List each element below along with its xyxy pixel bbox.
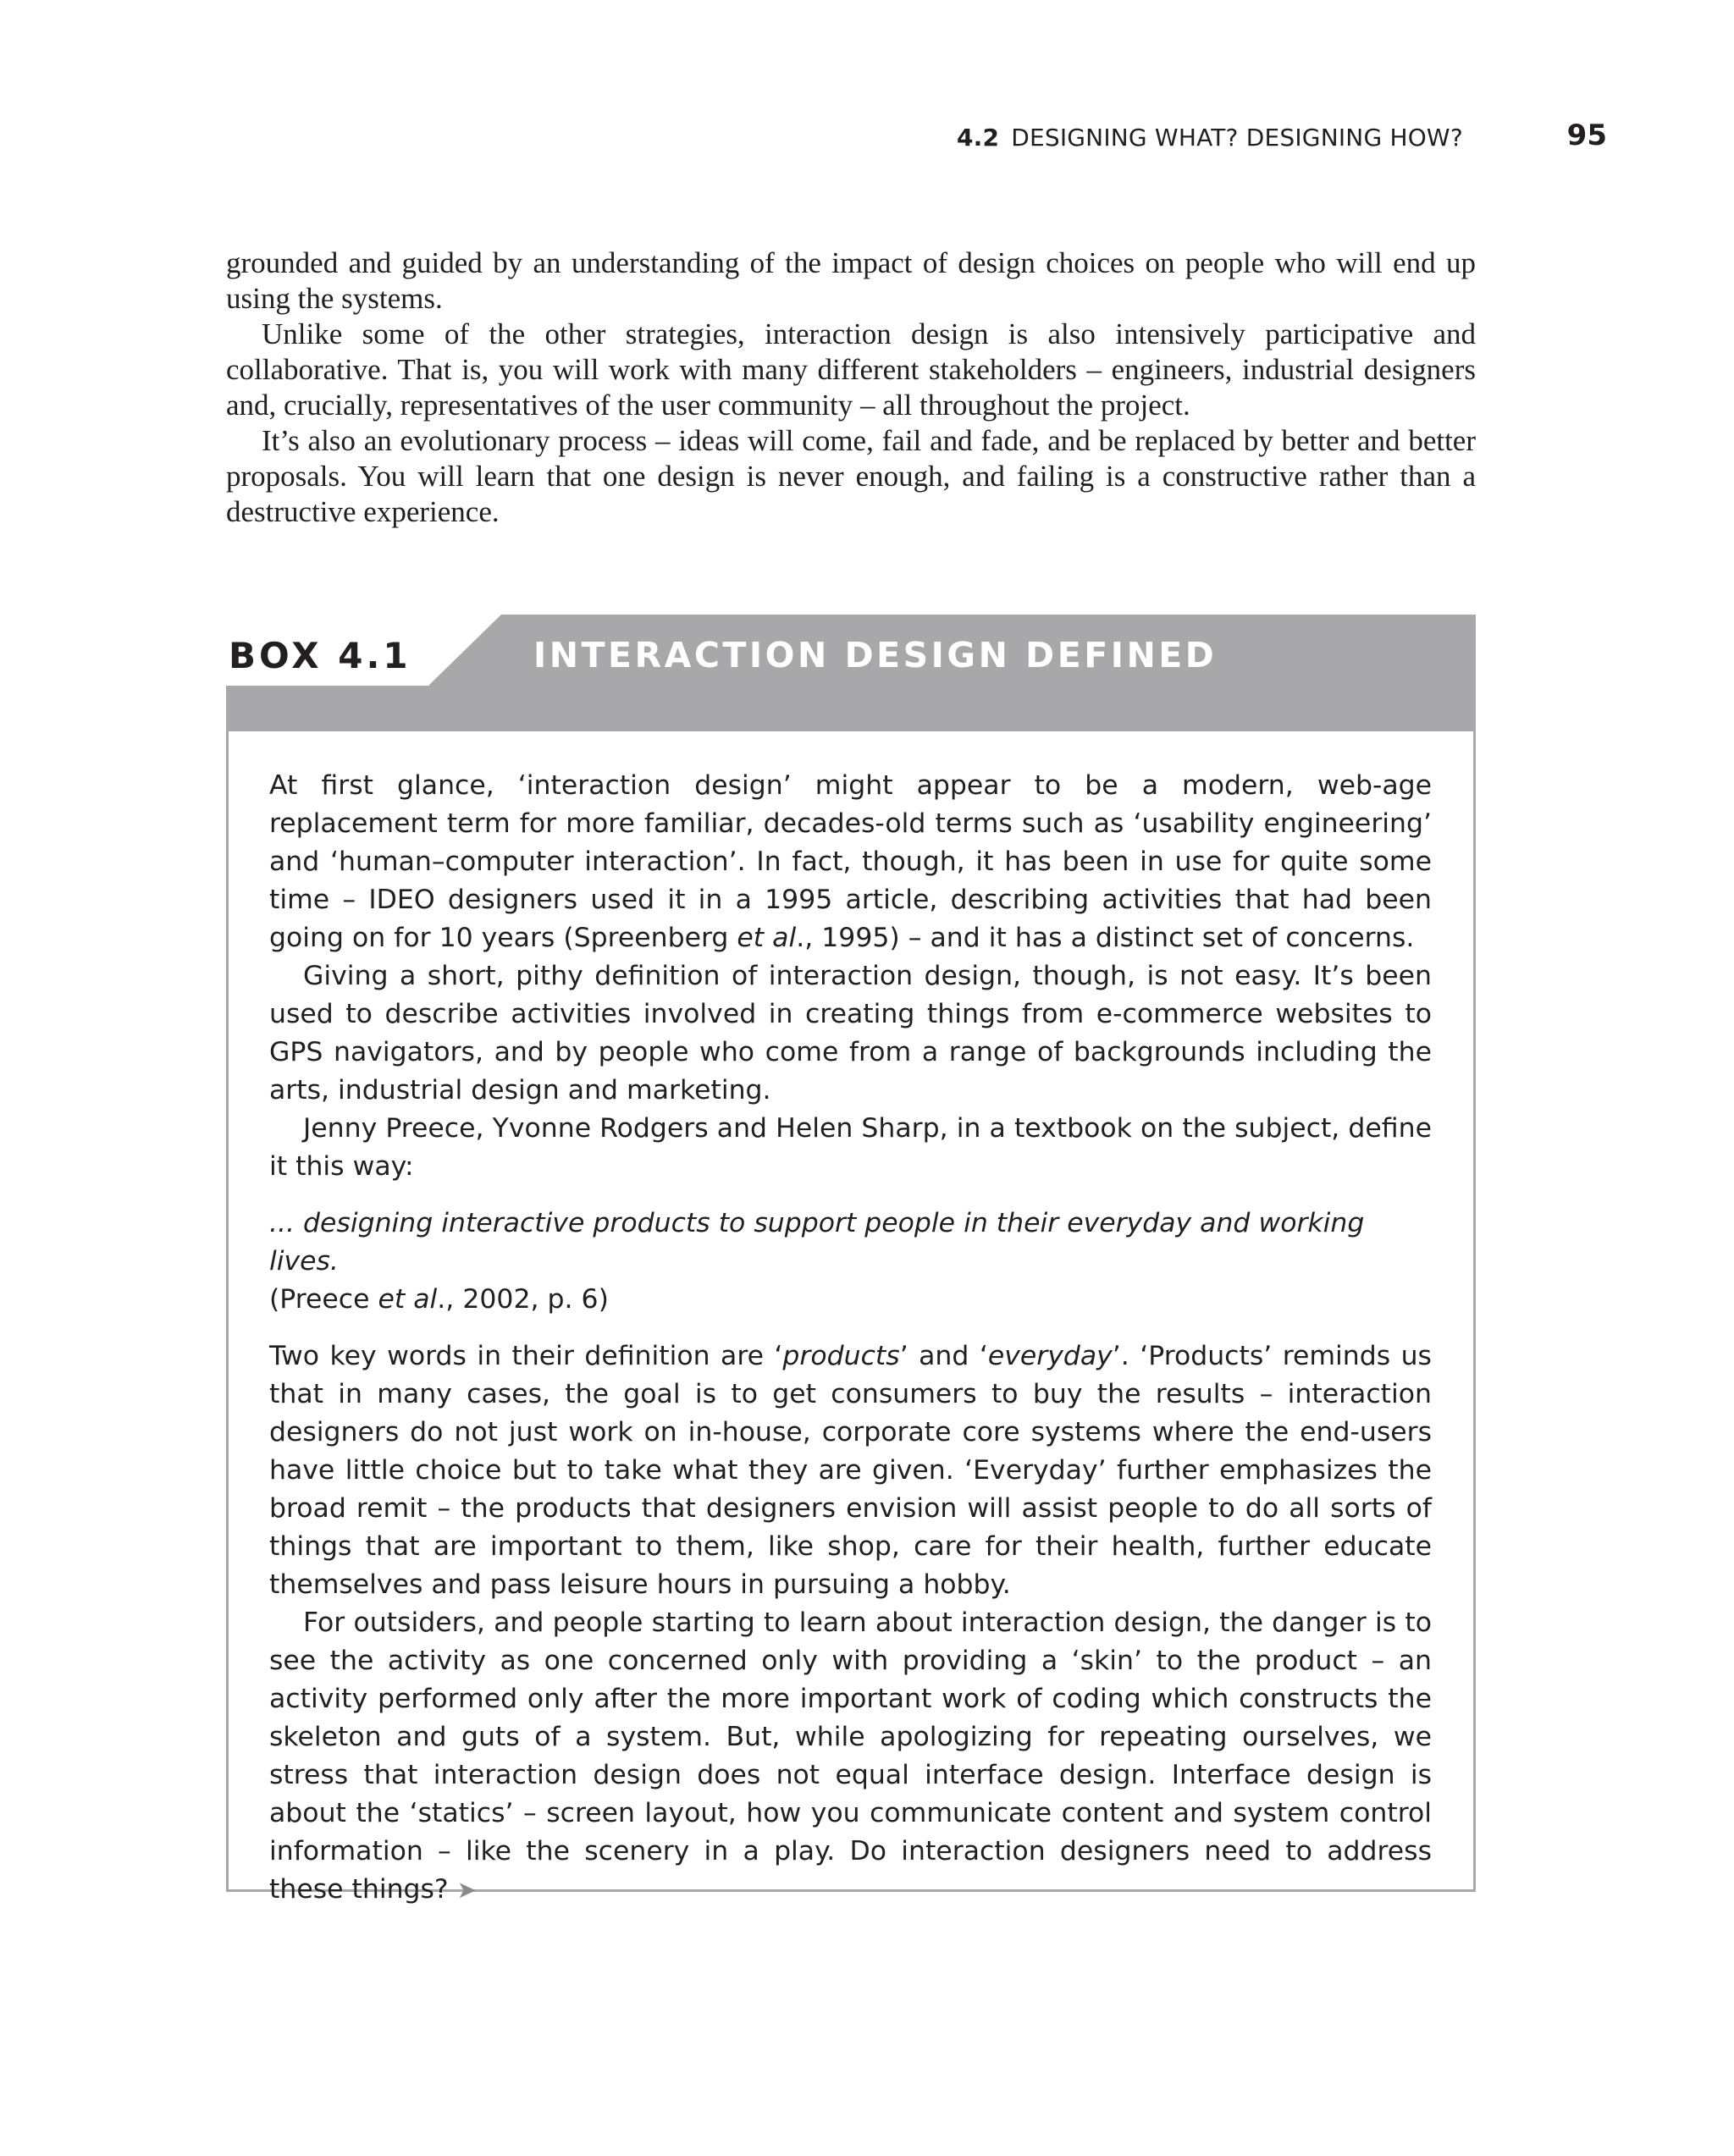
- quote-text: ... designing interactive products to support people in their everyday and working lives.: [269, 1208, 1365, 1277]
- section-number: 4.2: [957, 124, 1000, 152]
- box-paragraph-3: Jenny Preece, Yvonne Rodgers and Helen Sharp, in a textbook on the subject, define it this way:: [269, 1113, 1432, 1182]
- box-paragraph-1: At first glance, ‘interaction design’ might appear to be a modern, web-age replacement term for more familiar, decades-old terms such as ‘usability engineering’ and ‘human–computer interaction’. In fact, though, it has been in use for quite some time – IDEO designers used it in a 1995 article, describing activities that had been going on for 10 years (Spreenberg et al., 1995) – and it has a distinct set of concerns.: [269, 770, 1432, 953]
- quote-citation: (Preece et al., 2002, p. 6): [269, 1284, 609, 1315]
- box-title: INTERACTION DESIGN DEFINED: [533, 635, 1218, 675]
- box-label-wedge: [428, 615, 501, 686]
- body-paragraph-2: Unlike some of the other strategies, interaction design is also intensively participative and collaborative. That is, you will work with many different stakeholders – engineers, industrial designers and, crucially, representatives of the user community – all throughout the project.: [226, 317, 1476, 422]
- box-paragraph-2: Giving a short, pithy definition of interaction design, though, is not easy. It’s been used to describe activities involved in creating things from e-commerce websites to GPS navigators, and by people who come from a range of backgrounds including the arts, industrial design and marketing.: [269, 961, 1432, 1106]
- box-paragraph-5: For outsiders, and people starting to learn about interaction design, the danger is to see the activity as one concerned only with providing a ‘skin’ to the product – an activity performed only after the more important work of coding which constructs the skeleton and guts of a system. But, while apologizing for repeating ourselves, we stress that interaction design does not equal interface design. Interface design is about the ‘statics’ – screen layout, how you communicate content and system control information – like the scenery in a play. Do interaction designers need to address these things? ➤: [269, 1607, 1432, 1905]
- box-paragraph-4: Two key words in their definition are ‘products’ and ‘everyday’. ‘Products’ reminds us that in many cases, the goal is to get consumers to buy the results – interaction designers do not just work on in-house, corporate core systems where the end-users have little choice but to take what they are given. ‘Everyday’ further emphasizes the broad remit – the products that designers envision will assist people to do all sorts of things that are important to them, like shop, care for their health, further educate themselves and pass leisure hours in pursuing a hobby.: [269, 1341, 1432, 1600]
- body-text: [226, 245, 1476, 530]
- box-label: BOX 4.1: [229, 635, 411, 676]
- page-number: 95: [1566, 119, 1607, 152]
- running-head: [957, 124, 1475, 152]
- box-content: [269, 767, 1432, 1909]
- section-title: DESIGNING WHAT? DESIGNING HOW?: [1011, 124, 1463, 152]
- continue-arrow-icon: ➤: [456, 1876, 478, 1904]
- body-paragraph-1: grounded and guided by an understanding of the impact of design choices on people who will end up using the systems.: [226, 246, 1476, 315]
- body-paragraph-3: It’s also an evolutionary process – ideas will come, fail and fade, and be replaced by better and better proposals. You will learn that one design is never enough, and failing is a constructive rather than a destructive experience.: [226, 424, 1476, 528]
- block-quote: [269, 1205, 1432, 1319]
